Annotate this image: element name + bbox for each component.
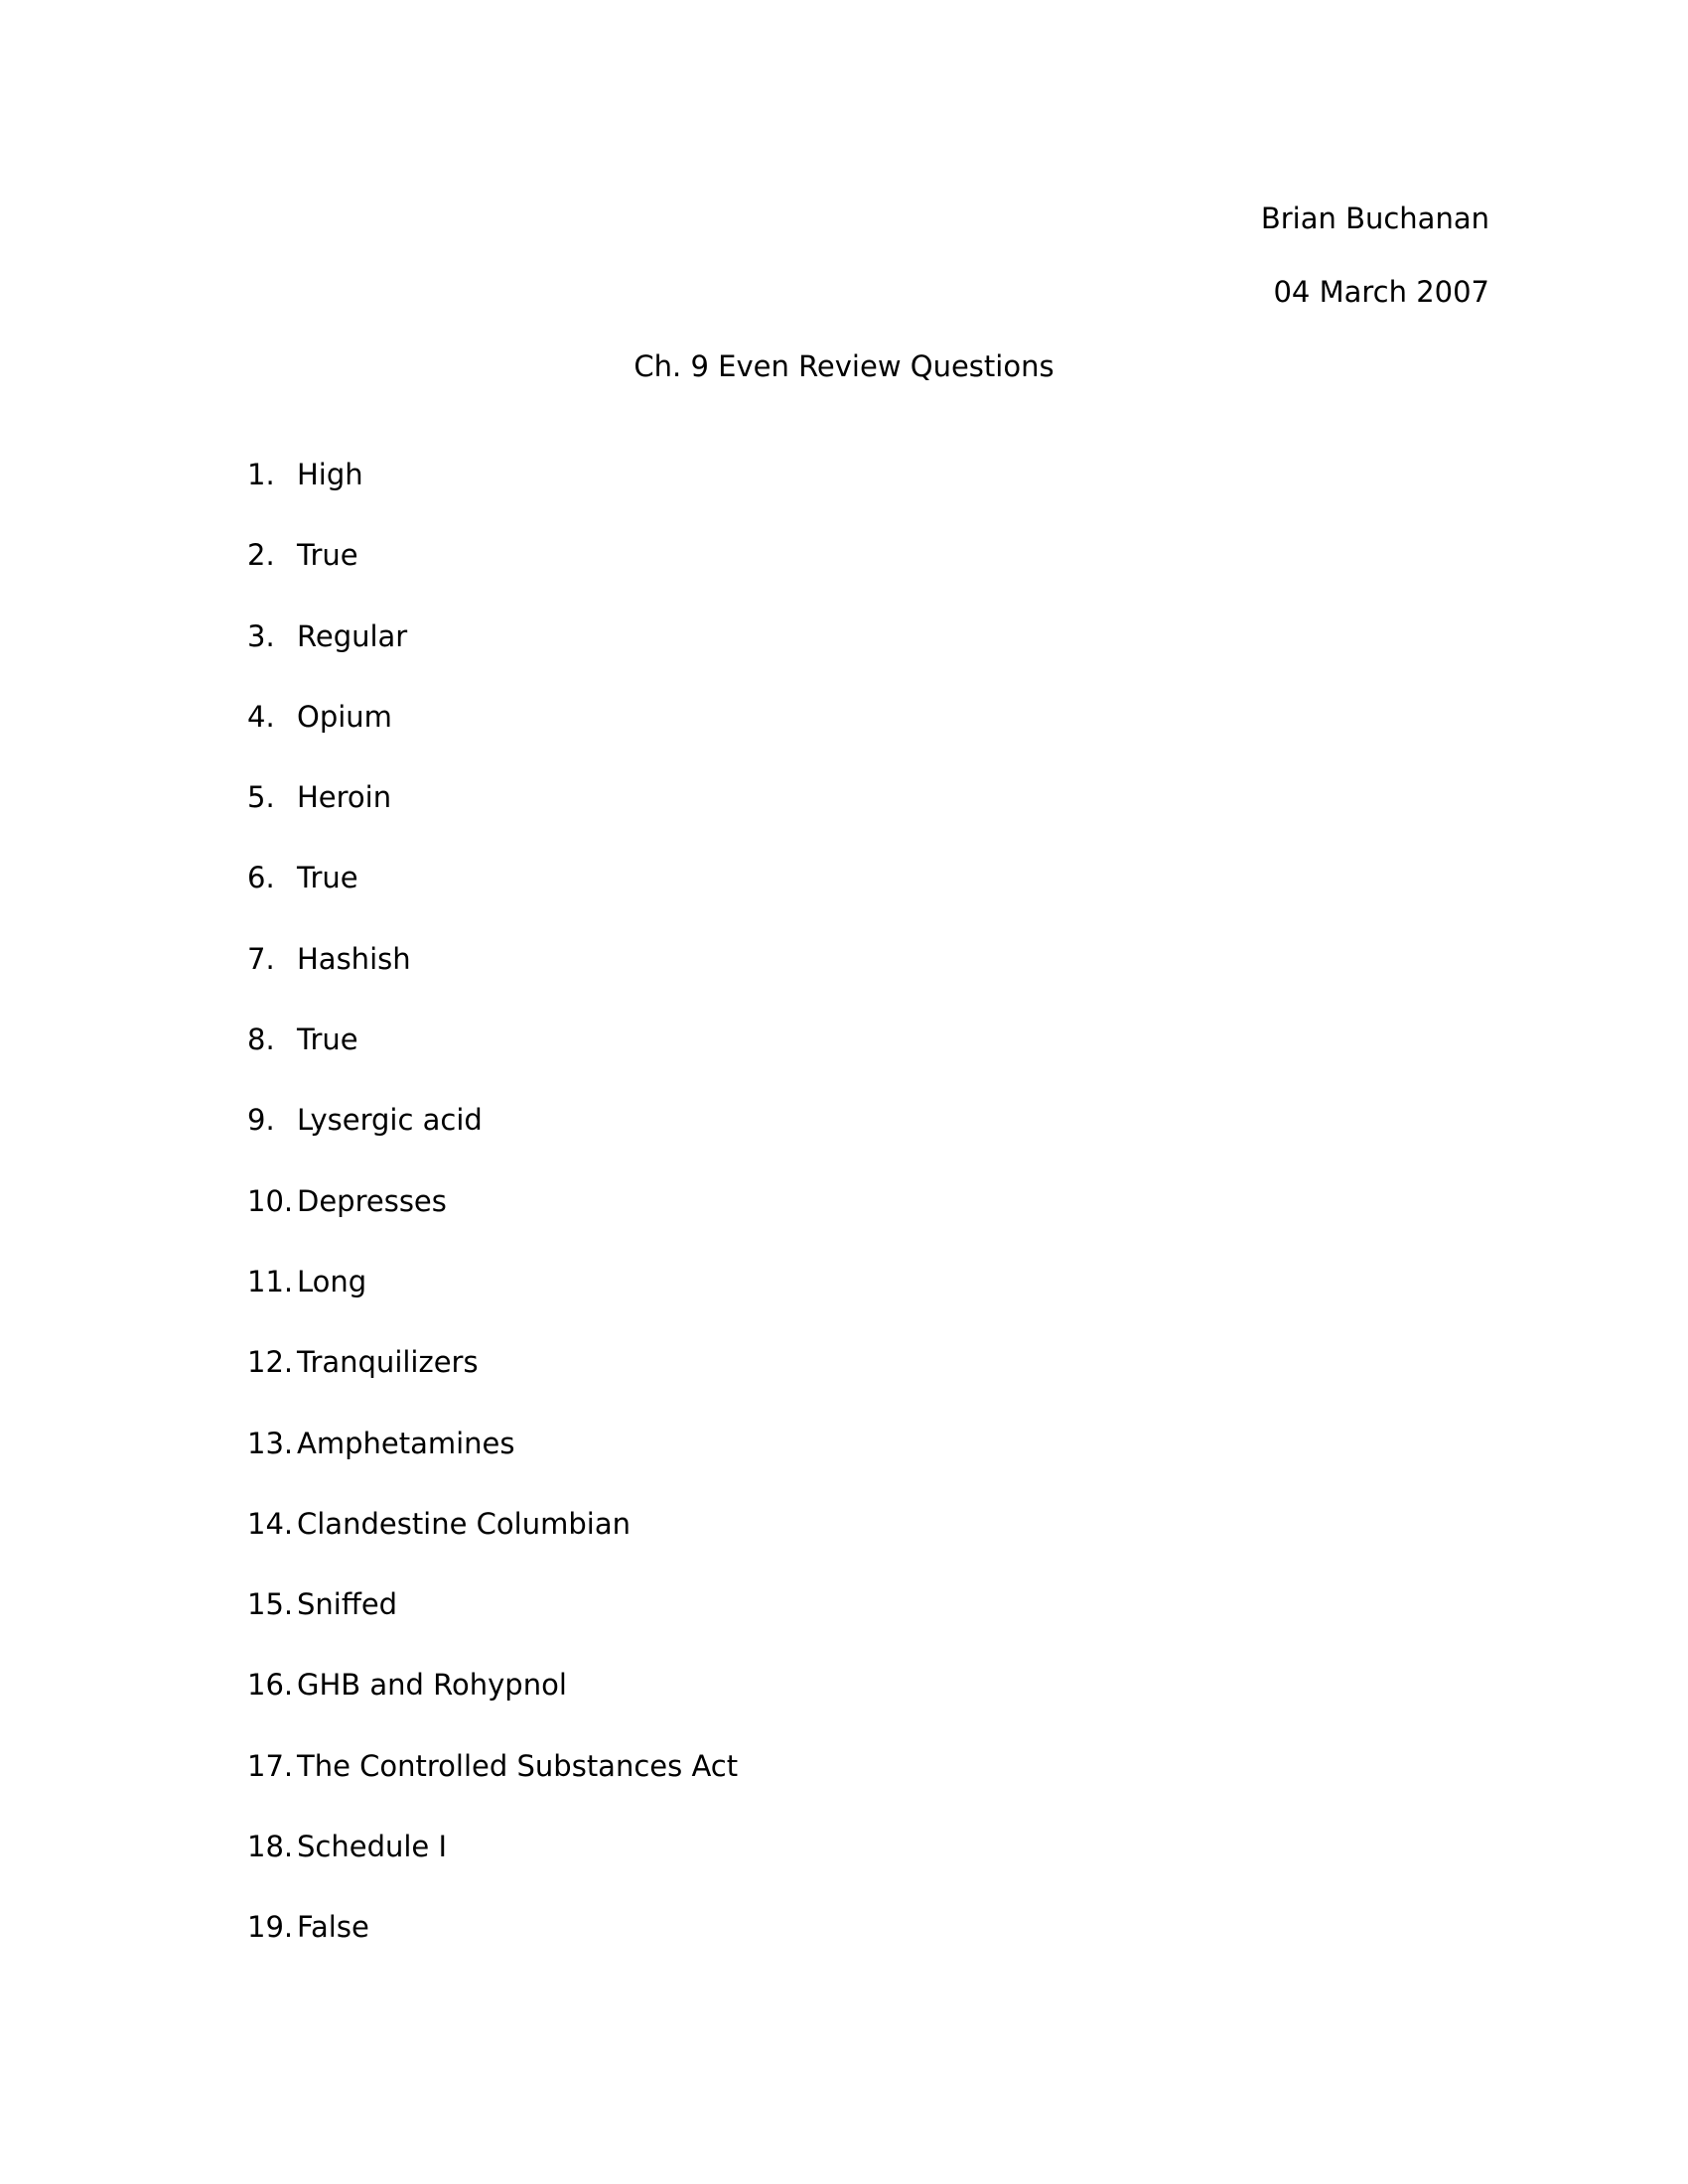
answer-text: False — [297, 1910, 369, 1945]
answer-number: 3. — [247, 618, 275, 653]
answer-number: 8. — [247, 1023, 275, 1057]
answer-item — [247, 1665, 738, 1745]
answer-item — [247, 1342, 738, 1423]
answer-item — [247, 1584, 738, 1665]
answer-text: High — [297, 458, 363, 491]
answer-item — [247, 1746, 738, 1827]
answer-item — [247, 1907, 738, 1987]
answer-item — [247, 1100, 738, 1180]
answer-text: Regular — [297, 618, 408, 653]
document-date: 04 March 2007 — [1273, 275, 1489, 309]
answer-item — [247, 1424, 738, 1504]
answer-item — [247, 697, 738, 777]
answer-text: Sniffed — [297, 1587, 398, 1622]
answer-number: 12. — [247, 1345, 294, 1380]
answer-item — [247, 616, 738, 697]
answer-text: Depresses — [297, 1183, 447, 1218]
author-name: Brian Buchanan — [1260, 202, 1489, 235]
answer-number: 17. — [247, 1748, 294, 1783]
answer-text: Opium — [297, 699, 392, 734]
answer-text: Clandestine Columbian — [297, 1506, 631, 1541]
answer-text: The Controlled Substances Act — [297, 1748, 739, 1783]
answer-text: Lysergic acid — [297, 1103, 483, 1138]
answer-item — [247, 777, 738, 858]
answer-text: True — [297, 1023, 358, 1057]
answer-text: Schedule I — [297, 1830, 448, 1864]
answer-number: 15. — [247, 1587, 294, 1622]
answer-list — [247, 455, 738, 1988]
answer-number: 9. — [247, 1103, 275, 1138]
answer-number: 13. — [247, 1426, 294, 1460]
answer-number: 16. — [247, 1668, 294, 1703]
answer-number: 18. — [247, 1830, 294, 1864]
answer-number: 6. — [247, 861, 275, 895]
answer-number: 4. — [247, 699, 275, 734]
answer-item — [247, 1020, 738, 1100]
answer-text: Heroin — [297, 780, 392, 815]
answer-text: Long — [297, 1264, 367, 1298]
answer-number: 19. — [247, 1910, 294, 1945]
document-title: Ch. 9 Even Review Questions — [633, 349, 1055, 383]
answer-item — [247, 535, 738, 615]
answer-text: GHB and Rohypnol — [297, 1668, 567, 1703]
answer-number: 1. — [247, 458, 275, 491]
answer-number: 2. — [247, 538, 275, 573]
answer-item — [247, 939, 738, 1020]
answer-item — [247, 1181, 738, 1262]
answer-text: Tranquilizers — [297, 1345, 479, 1380]
answer-number: 10. — [247, 1183, 294, 1218]
answer-item — [247, 1262, 738, 1342]
answer-text: Hashish — [297, 941, 411, 976]
answer-item — [247, 858, 738, 938]
answer-number: 7. — [247, 941, 275, 976]
answer-item — [247, 455, 738, 535]
answer-number: 5. — [247, 780, 275, 815]
answer-text: True — [297, 861, 358, 895]
answer-text: True — [297, 538, 358, 573]
answer-number: 14. — [247, 1506, 294, 1541]
answer-number: 11. — [247, 1264, 294, 1298]
answer-item — [247, 1504, 738, 1584]
answer-item — [247, 1827, 738, 1907]
answer-text: Amphetamines — [297, 1426, 515, 1460]
